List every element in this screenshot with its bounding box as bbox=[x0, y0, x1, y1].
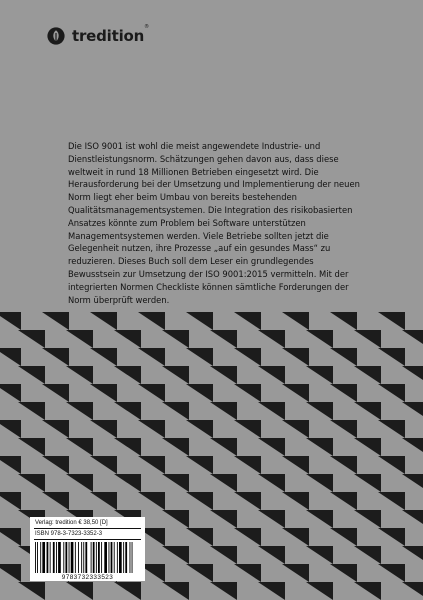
pattern-triangle bbox=[330, 384, 357, 402]
pattern-triangle bbox=[42, 456, 69, 474]
barcode-bar bbox=[85, 542, 87, 573]
barcode-bar bbox=[111, 542, 113, 573]
pattern-triangle bbox=[330, 312, 357, 330]
pattern-triangle bbox=[282, 528, 309, 546]
publisher-logo bbox=[47, 24, 150, 45]
barcode-bar bbox=[69, 542, 70, 573]
pattern-triangle bbox=[138, 384, 165, 402]
pattern-triangle bbox=[306, 438, 333, 456]
pattern-triangle bbox=[114, 366, 141, 384]
pattern-triangle bbox=[0, 564, 21, 582]
barcode-bar bbox=[109, 542, 110, 573]
pattern-triangle bbox=[186, 384, 213, 402]
barcode-bar bbox=[81, 542, 82, 573]
pattern-triangle bbox=[18, 582, 45, 600]
barcode-bar bbox=[123, 542, 124, 573]
pattern-triangle bbox=[0, 528, 21, 546]
pattern-triangle bbox=[210, 438, 237, 456]
pattern-triangle bbox=[234, 420, 261, 438]
pattern-triangle bbox=[258, 438, 285, 456]
pattern-triangle bbox=[402, 510, 423, 528]
pattern-triangle bbox=[186, 456, 213, 474]
pattern-triangle bbox=[234, 384, 261, 402]
pattern-triangle bbox=[162, 510, 189, 528]
barcode-bar bbox=[132, 542, 133, 573]
pattern-triangle bbox=[402, 402, 423, 420]
barcode-bar bbox=[104, 542, 107, 573]
barcode-bar bbox=[65, 542, 67, 573]
pattern-triangle bbox=[42, 384, 69, 402]
pattern-triangle bbox=[306, 582, 333, 600]
barcode-bar bbox=[47, 542, 49, 573]
label-divider bbox=[34, 528, 141, 529]
barcode-bar bbox=[35, 542, 36, 573]
pattern-triangle bbox=[138, 492, 165, 510]
pattern-triangle bbox=[0, 384, 21, 402]
barcode-bar bbox=[56, 542, 57, 573]
pattern-triangle bbox=[162, 402, 189, 420]
barcode-bar bbox=[71, 542, 74, 573]
pattern-triangle bbox=[90, 420, 117, 438]
pattern-triangle bbox=[66, 366, 93, 384]
pattern-triangle bbox=[186, 492, 213, 510]
pattern-triangle bbox=[258, 402, 285, 420]
pattern-triangle bbox=[186, 564, 213, 582]
label-divider bbox=[34, 539, 141, 540]
pattern-triangle bbox=[114, 438, 141, 456]
pattern-triangle bbox=[234, 312, 261, 330]
pattern-triangle bbox=[138, 312, 165, 330]
pattern-triangle bbox=[162, 438, 189, 456]
pattern-triangle bbox=[378, 492, 405, 510]
ean-digits: 9783732333523 bbox=[61, 574, 114, 581]
pattern-triangle bbox=[282, 384, 309, 402]
pattern-triangle bbox=[66, 330, 93, 348]
barcode-bar bbox=[63, 542, 64, 573]
publisher-price-line: Verlag: tredition € 38,50 [D] bbox=[35, 520, 108, 526]
pattern-triangle bbox=[18, 402, 45, 420]
pattern-triangle bbox=[330, 564, 357, 582]
pattern-triangle bbox=[162, 330, 189, 348]
pattern-triangle bbox=[18, 330, 45, 348]
pattern-triangle bbox=[282, 348, 309, 366]
pattern-triangle bbox=[138, 420, 165, 438]
barcode-bar bbox=[83, 542, 84, 573]
pattern-triangle bbox=[0, 420, 21, 438]
pattern-triangle bbox=[186, 420, 213, 438]
pattern-triangle bbox=[378, 312, 405, 330]
pattern-triangle bbox=[258, 582, 285, 600]
pattern-triangle bbox=[378, 348, 405, 366]
pattern-triangle bbox=[354, 402, 381, 420]
pattern-triangle bbox=[402, 582, 423, 600]
book-description: Die ISO 9001 ist wohl die meist angewendete Industrie- und Dienstleistungsnorm. Schätzungen gehen davon aus, dass diese weltweit in rund 18 Millionen Betrieben eingesetzt wird. Die Herausforderung bei der Umsetzung und Implementierung der neuen Norm liegt eher beim Umbau von bereits bestehenden Qualitätsmanagementsystemen. Die Integration des risikobasierten Ansatzes könnte zum Problem bei Software unterstützen Managementsystemen werden. Viele Betriebe sollten jetzt die Gelegenheit nutzen, ihre Prozesse „auf ein gesundes Mass“ zu reduzieren. Dieses Buch soll dem Leser ein grundlegendes Bewusstsein zur Umsetzung der ISO 9001:2015 vermitteln. Mit der integrierten Normen Checkliste können sämtliche Forderungen der Norm überprüft werden. bbox=[68, 141, 360, 305]
pattern-triangle bbox=[138, 456, 165, 474]
pattern-triangle bbox=[210, 582, 237, 600]
pattern-triangle bbox=[114, 402, 141, 420]
trademark-mark: ® bbox=[144, 24, 150, 30]
barcode-bar bbox=[75, 542, 76, 573]
pattern-triangle bbox=[90, 456, 117, 474]
pattern-triangle bbox=[210, 510, 237, 528]
pattern-triangle bbox=[66, 438, 93, 456]
pattern-triangle bbox=[114, 474, 141, 492]
pattern-triangle bbox=[258, 366, 285, 384]
pattern-triangle bbox=[162, 546, 189, 564]
pattern-triangle bbox=[42, 420, 69, 438]
pattern-triangle bbox=[402, 366, 423, 384]
barcode-bar bbox=[58, 542, 61, 573]
pattern-triangle bbox=[258, 330, 285, 348]
pattern-triangle bbox=[186, 528, 213, 546]
pattern-triangle bbox=[330, 420, 357, 438]
pattern-triangle bbox=[42, 312, 69, 330]
pattern-triangle bbox=[18, 366, 45, 384]
pattern-triangle bbox=[354, 582, 381, 600]
barcode-bar bbox=[78, 542, 79, 573]
isbn-line: ISBN 978-3-7323-3352-3 bbox=[35, 531, 103, 537]
pattern-triangle bbox=[18, 474, 45, 492]
pattern-triangle bbox=[282, 456, 309, 474]
pattern-triangle bbox=[378, 456, 405, 474]
pattern-triangle bbox=[354, 438, 381, 456]
pattern-triangle bbox=[114, 330, 141, 348]
pattern-triangle bbox=[354, 510, 381, 528]
pattern-triangle bbox=[210, 546, 237, 564]
barcode-bar bbox=[130, 542, 131, 573]
pattern-triangle bbox=[306, 546, 333, 564]
barcode-bar bbox=[40, 542, 41, 573]
pattern-triangle bbox=[306, 366, 333, 384]
barcode-bar bbox=[37, 542, 38, 573]
barcode-bar bbox=[93, 542, 95, 573]
pattern-triangle bbox=[282, 420, 309, 438]
pattern-triangle bbox=[378, 384, 405, 402]
pattern-triangle bbox=[42, 492, 69, 510]
pattern-triangle bbox=[0, 348, 21, 366]
barcode-bar bbox=[114, 542, 115, 573]
pattern-triangle bbox=[90, 312, 117, 330]
pattern-triangle bbox=[330, 492, 357, 510]
pattern-triangle bbox=[258, 474, 285, 492]
barcode-bar bbox=[96, 542, 97, 573]
pattern-triangle bbox=[354, 366, 381, 384]
pattern-triangle bbox=[90, 384, 117, 402]
pattern-triangle bbox=[306, 402, 333, 420]
pattern-triangle bbox=[378, 420, 405, 438]
pattern-triangle bbox=[66, 582, 93, 600]
pattern-triangle bbox=[18, 438, 45, 456]
pattern-triangle bbox=[282, 492, 309, 510]
barcode-bar bbox=[125, 542, 127, 573]
barcode-bar bbox=[117, 542, 118, 573]
barcode-bar bbox=[50, 542, 51, 573]
pattern-triangle bbox=[354, 546, 381, 564]
pattern-triangle bbox=[138, 348, 165, 366]
pattern-triangle bbox=[90, 492, 117, 510]
pattern-triangle bbox=[234, 348, 261, 366]
pattern-triangle bbox=[210, 366, 237, 384]
pattern-triangle bbox=[0, 456, 21, 474]
publisher-name: tredition bbox=[72, 27, 145, 45]
pattern-triangle bbox=[234, 564, 261, 582]
barcode-bar bbox=[98, 542, 100, 573]
pattern-triangle bbox=[306, 510, 333, 528]
pattern-triangle bbox=[330, 528, 357, 546]
pattern-triangle bbox=[354, 474, 381, 492]
pattern-triangle bbox=[234, 528, 261, 546]
pattern-triangle bbox=[306, 330, 333, 348]
pattern-triangle bbox=[234, 492, 261, 510]
barcode-bar bbox=[101, 542, 102, 573]
pattern-triangle bbox=[66, 474, 93, 492]
pattern-triangle bbox=[402, 438, 423, 456]
pattern-triangle bbox=[210, 402, 237, 420]
pattern-triangle bbox=[162, 366, 189, 384]
pattern-triangle bbox=[402, 546, 423, 564]
pattern-triangle bbox=[282, 564, 309, 582]
pattern-triangle bbox=[210, 474, 237, 492]
pattern-triangle bbox=[186, 312, 213, 330]
pattern-triangle bbox=[0, 312, 21, 330]
barcode-label bbox=[30, 517, 145, 581]
pattern-triangle bbox=[306, 474, 333, 492]
pattern-triangle bbox=[258, 546, 285, 564]
pattern-triangle bbox=[210, 330, 237, 348]
pattern-triangle bbox=[354, 330, 381, 348]
pattern-triangle bbox=[114, 582, 141, 600]
pattern-triangle bbox=[402, 474, 423, 492]
pattern-triangle bbox=[378, 528, 405, 546]
pattern-triangle bbox=[258, 510, 285, 528]
pattern-triangle bbox=[330, 348, 357, 366]
pattern-triangle bbox=[66, 402, 93, 420]
barcode-bar bbox=[53, 542, 55, 573]
barcode-bar bbox=[119, 542, 122, 573]
pattern-triangle bbox=[378, 564, 405, 582]
pattern-triangle bbox=[162, 474, 189, 492]
tredition-logo-icon bbox=[47, 27, 65, 45]
barcode-bar bbox=[42, 542, 45, 573]
barcode-bar bbox=[91, 542, 92, 573]
pattern-triangle bbox=[0, 492, 21, 510]
pattern-triangle bbox=[234, 456, 261, 474]
pattern-triangle bbox=[330, 456, 357, 474]
pattern-triangle bbox=[42, 348, 69, 366]
pattern-triangle bbox=[162, 582, 189, 600]
pattern-triangle bbox=[186, 348, 213, 366]
barcode-bars bbox=[35, 542, 140, 573]
pattern-triangle bbox=[282, 312, 309, 330]
pattern-triangle bbox=[90, 348, 117, 366]
pattern-triangle bbox=[402, 330, 423, 348]
